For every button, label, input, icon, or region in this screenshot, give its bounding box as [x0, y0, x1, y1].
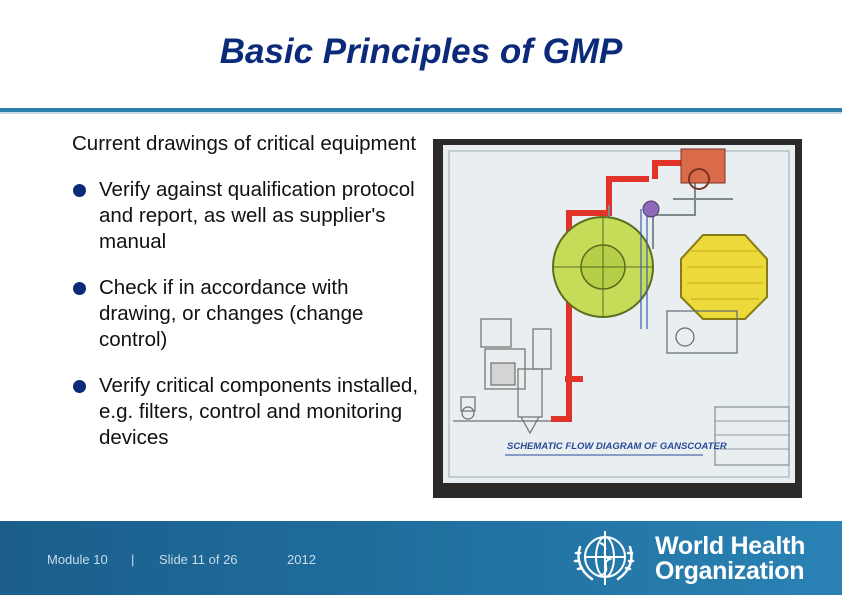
bullet-item — [72, 177, 422, 255]
slide-title: Basic Principles of GMP — [219, 32, 623, 71]
bullet-text: Verify critical components installed, e.g. filters, control and monitoring devices — [99, 374, 419, 449]
bullet-text: Verify against qualification protocol and report, as well as supplier's manual — [99, 178, 415, 253]
bullet-text: Check if in accordance with drawing, or changes (change control) — [99, 276, 364, 351]
slide-number: Slide 11 of 26 — [159, 552, 238, 567]
org-name-line2: Organization — [655, 557, 805, 585]
bullet-item — [72, 275, 422, 353]
org-name-line1: World Health — [655, 532, 806, 560]
bullet-icon — [73, 380, 86, 393]
footer-bar — [0, 521, 842, 595]
bullet-icon — [73, 184, 86, 197]
footer-separator: | — [131, 552, 135, 567]
equipment-photo — [433, 139, 802, 498]
title-divider-shadow — [0, 112, 842, 114]
slide-content — [72, 131, 422, 471]
drawing-title: SCHEMATIC FLOW DIAGRAM OF GANSCOATER — [507, 441, 727, 452]
module-label: Module 10 — [47, 552, 108, 567]
bullet-icon — [73, 282, 86, 295]
schematic-drawing-image — [433, 139, 802, 498]
who-emblem-icon — [570, 527, 640, 589]
bullet-item — [72, 373, 422, 451]
footer-year: 2012 — [287, 552, 316, 567]
intro-text: Current drawings of critical equipment — [72, 132, 417, 155]
